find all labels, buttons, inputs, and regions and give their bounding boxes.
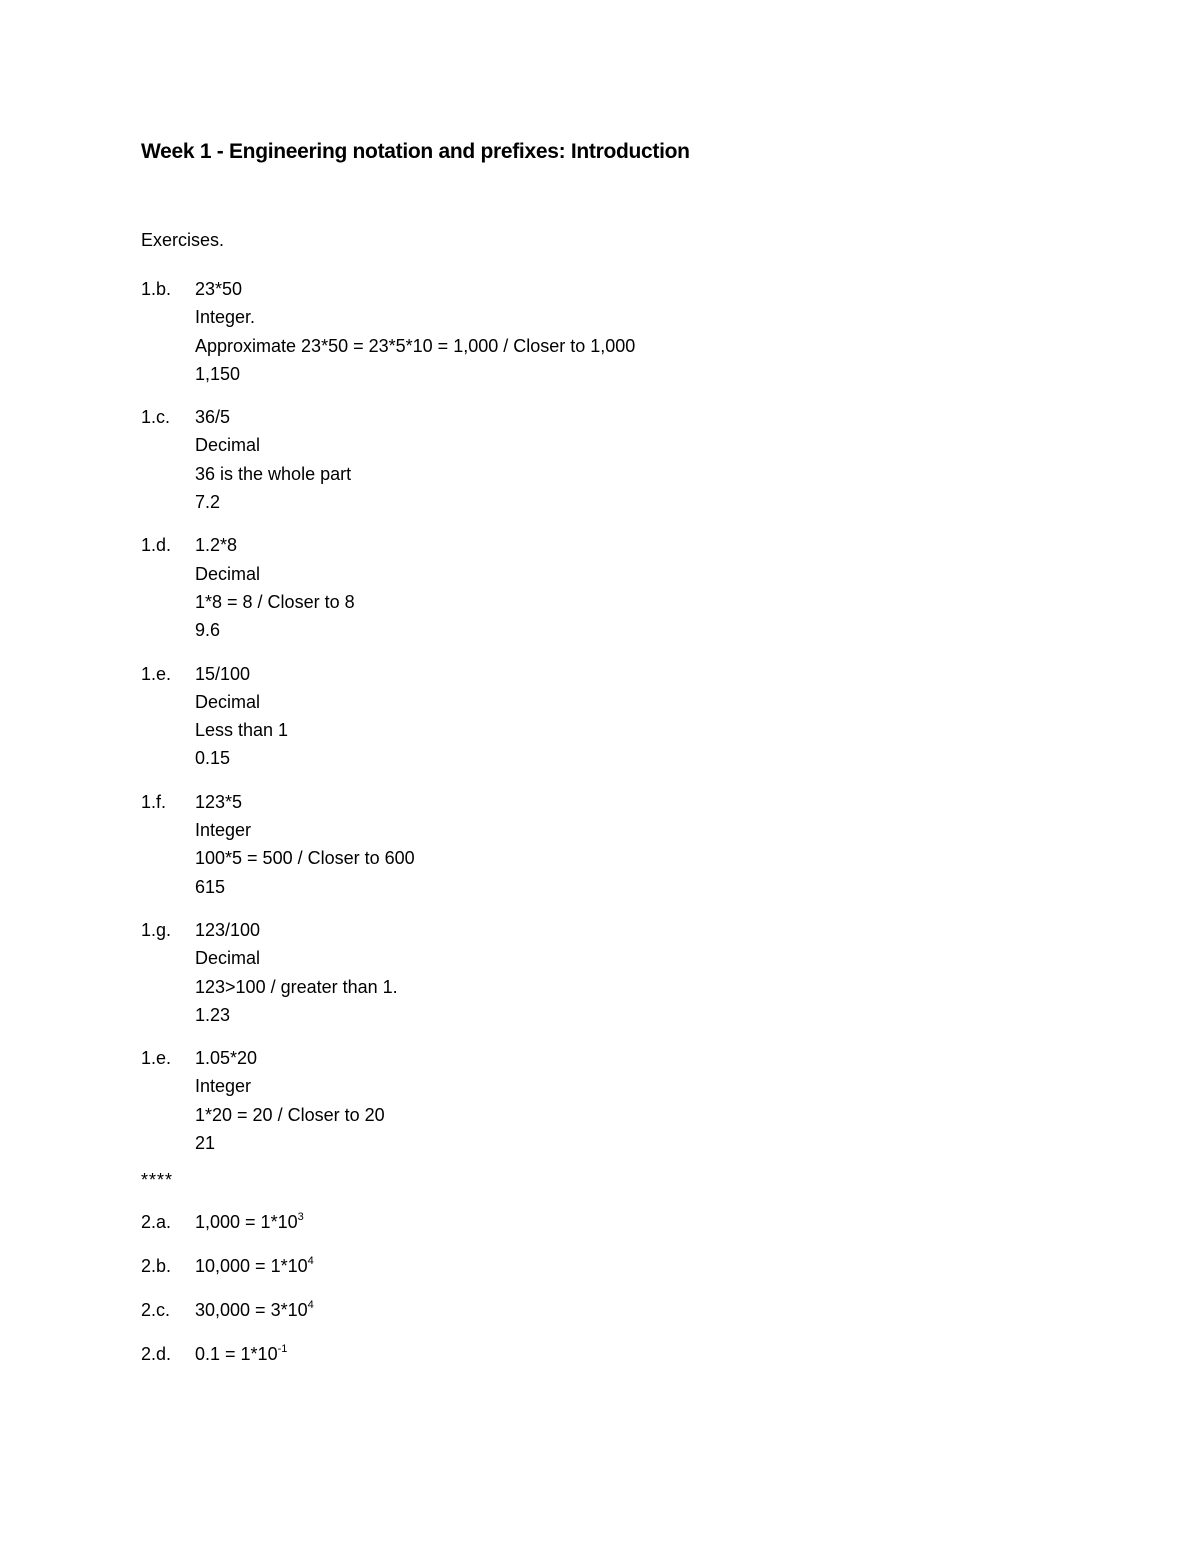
notation-exponent: -1 bbox=[277, 1343, 288, 1356]
notation-expression bbox=[195, 1252, 1101, 1280]
exercise-item bbox=[141, 916, 1101, 1029]
section-separator: **** bbox=[141, 1170, 174, 1191]
exercise-item bbox=[141, 275, 1101, 388]
notation-exponent: 3 bbox=[297, 1211, 304, 1224]
notation-base: 10,000 = 1*10 bbox=[195, 1256, 308, 1277]
notation-item bbox=[141, 1340, 1101, 1368]
exercise-type: Decimal bbox=[195, 948, 261, 969]
exercise-reasoning: Less than 1 bbox=[195, 720, 289, 741]
exercise-label: 1.e. bbox=[141, 1048, 172, 1069]
exercise-label: 1.g. bbox=[141, 919, 172, 940]
notation-base: 0.1 = 1*10 bbox=[195, 1344, 278, 1365]
document-title: Week 1 - Engineering notation and prefixes: Introduction bbox=[141, 140, 690, 163]
notation-base: 1,000 = 1*10 bbox=[195, 1212, 298, 1233]
notation-item bbox=[141, 1208, 1101, 1236]
exercise-reasoning: 36 is the whole part bbox=[195, 463, 352, 484]
exercise-answer: 0.15 bbox=[195, 748, 231, 769]
notation-expression bbox=[195, 1340, 1101, 1368]
exercise-answer: 9.6 bbox=[195, 620, 221, 641]
exercise-expression: 23*50 bbox=[195, 279, 243, 299]
exercise-answer: 615 bbox=[195, 876, 226, 897]
notation-label: 2.c. bbox=[141, 1300, 171, 1321]
exercise-reasoning: 1*8 = 8 / Closer to 8 bbox=[195, 591, 355, 612]
notation-label: 2.b. bbox=[141, 1256, 172, 1277]
exercise-reasoning: 100*5 = 500 / Closer to 600 bbox=[195, 848, 415, 869]
notation-item bbox=[141, 1252, 1101, 1280]
notation-label: 2.a. bbox=[141, 1212, 172, 1233]
notation-label: 2.d. bbox=[141, 1344, 172, 1365]
exercise-expression: 1.2*8 bbox=[195, 535, 238, 556]
exercise-item bbox=[141, 1044, 1101, 1157]
exercise-label: 1.e. bbox=[141, 663, 172, 684]
exercise-expression: 1.05*20 bbox=[195, 1048, 258, 1069]
exercise-answer: 1,150 bbox=[195, 363, 241, 384]
notation-item bbox=[141, 1296, 1101, 1324]
exercise-answer: 7.2 bbox=[195, 492, 221, 513]
exercise-label: 1.c. bbox=[141, 407, 171, 428]
exercise-item bbox=[141, 403, 1101, 516]
notation-exponent: 4 bbox=[307, 1299, 314, 1312]
exercise-expression: 123/100 bbox=[195, 919, 261, 940]
exercise-label: 1.b. bbox=[141, 279, 172, 299]
exercise-type: Integer. bbox=[195, 307, 256, 328]
notation-expression bbox=[195, 1208, 1101, 1236]
exercise-label: 1.f. bbox=[141, 791, 167, 812]
notation-base: 30,000 = 3*10 bbox=[195, 1300, 308, 1321]
exercise-item bbox=[141, 660, 1101, 773]
exercise-expression: 15/100 bbox=[195, 663, 251, 684]
exercises-heading: Exercises. bbox=[141, 230, 225, 250]
exercise-expression: 123*5 bbox=[195, 791, 243, 812]
exercise-reasoning: 123>100 / greater than 1. bbox=[195, 976, 398, 997]
exercise-type: Integer bbox=[195, 1076, 252, 1097]
exercise-type: Integer bbox=[195, 820, 252, 841]
exercise-reasoning: Approximate 23*50 = 23*5*10 = 1,000 / Closer to 1,000 bbox=[195, 335, 636, 356]
exercise-answer: 1.23 bbox=[195, 1004, 231, 1025]
notation-exponent: 4 bbox=[307, 1255, 314, 1268]
exercise-item bbox=[141, 531, 1101, 644]
exercise-type: Decimal bbox=[195, 691, 261, 712]
exercise-answer: 21 bbox=[195, 1133, 216, 1154]
exercise-reasoning: 1*20 = 20 / Closer to 20 bbox=[195, 1104, 385, 1125]
exercise-list bbox=[141, 275, 1101, 1384]
exercise-type: Decimal bbox=[195, 563, 261, 584]
exercise-type: Decimal bbox=[195, 435, 261, 456]
exercise-label: 1.d. bbox=[141, 535, 172, 556]
exercise-expression: 36/5 bbox=[195, 407, 231, 428]
exercise-item bbox=[141, 788, 1101, 901]
notation-expression bbox=[195, 1296, 1101, 1324]
